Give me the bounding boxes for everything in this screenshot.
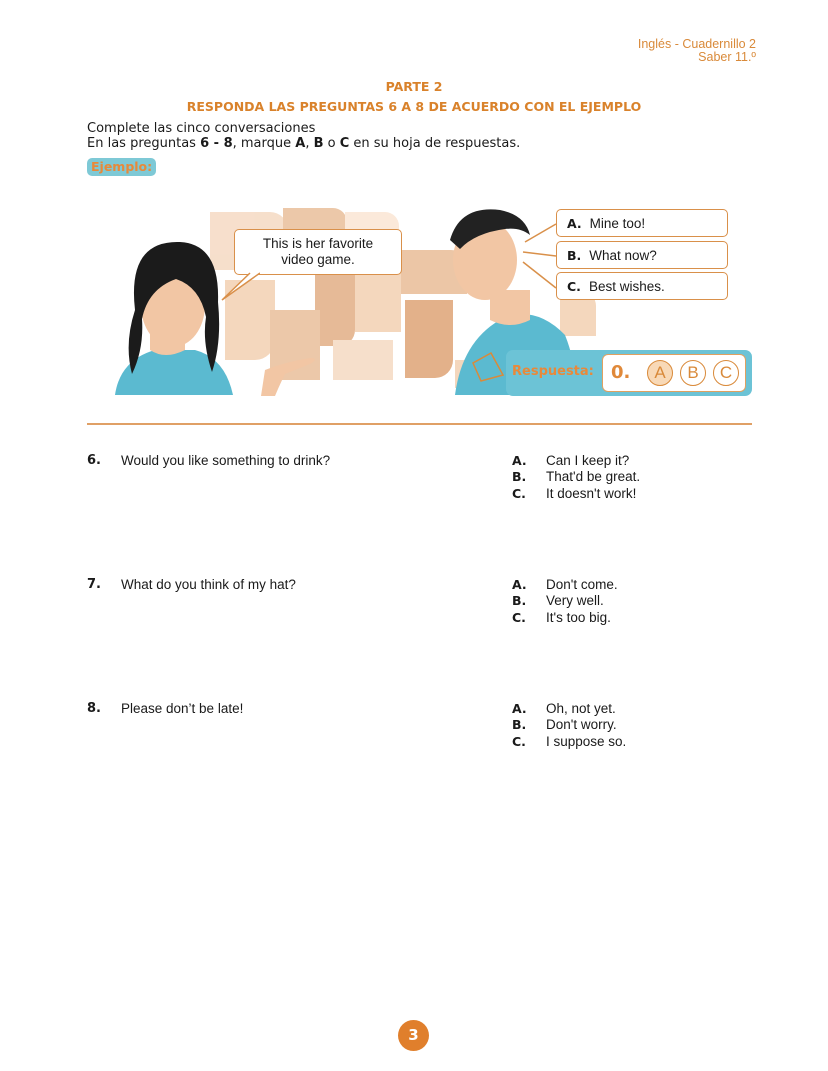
example-label: Ejemplo: xyxy=(87,158,156,176)
question-8-option-b[interactable]: B. Don't worry. xyxy=(512,717,617,733)
answer-bubble-b: B xyxy=(680,360,706,386)
part-title: PARTE 2 xyxy=(385,79,443,94)
example-option-a: A. Mine too! xyxy=(556,209,728,237)
question-7-option-c[interactable]: C. It's too big. xyxy=(512,609,611,625)
question-7-option-b[interactable]: B. Very well. xyxy=(512,593,604,609)
instruction-line-2: En las preguntas 6 - 8, marque A, B o C en su hoja de respuestas. xyxy=(87,136,521,151)
speech-line-1: This is her favorite xyxy=(262,236,374,251)
answer-bubble-a: A xyxy=(647,360,673,386)
answer-number: 0. xyxy=(611,362,631,383)
example-option-c: C. Best wishes. xyxy=(556,272,728,300)
page-header xyxy=(638,38,756,64)
header-level: Saber 11.º xyxy=(698,50,756,64)
question-6-number: 6. xyxy=(87,453,101,468)
question-6-option-c[interactable]: C. It doesn't work! xyxy=(512,485,637,501)
instructions xyxy=(87,121,520,151)
question-8-option-c[interactable]: C. I suppose so. xyxy=(512,733,627,749)
question-7-text: What do you think of my hat? xyxy=(121,577,296,592)
header-subject: Inglés - Cuadernillo 2 xyxy=(637,37,756,51)
section-divider xyxy=(87,423,752,425)
question-8-text: Please don’t be late! xyxy=(121,701,244,716)
answer-label: Respuesta: xyxy=(512,364,594,379)
question-8-option-a[interactable]: A. Oh, not yet. xyxy=(512,701,616,716)
question-6-option-a[interactable]: A. Can I keep it? xyxy=(512,453,630,468)
question-7-options xyxy=(512,577,618,626)
answer-bubble-c: C xyxy=(713,360,739,386)
option-pointer-lines xyxy=(523,224,556,288)
question-7-option-a[interactable]: A. Don't come. xyxy=(512,577,618,592)
speech-bubble xyxy=(234,229,402,275)
question-6-text: Would you like something to drink? xyxy=(121,453,331,468)
question-6-option-b[interactable]: B. That'd be great. xyxy=(512,469,641,485)
example-option-b: B. What now? xyxy=(556,241,728,269)
page-number: 3 xyxy=(398,1020,429,1051)
instruction-line-1: Complete las cinco conversaciones xyxy=(87,121,316,136)
question-8-number: 8. xyxy=(87,701,101,716)
question-8-options xyxy=(512,701,626,750)
speech-tail xyxy=(220,272,260,302)
section-instruction-title: RESPONDA LAS PREGUNTAS 6 A 8 DE ACUERDO CON EL EJEMPLO xyxy=(186,99,642,114)
question-6-options xyxy=(512,453,640,502)
speech-line-2: video game. xyxy=(281,252,355,267)
question-7-number: 7. xyxy=(87,577,101,592)
